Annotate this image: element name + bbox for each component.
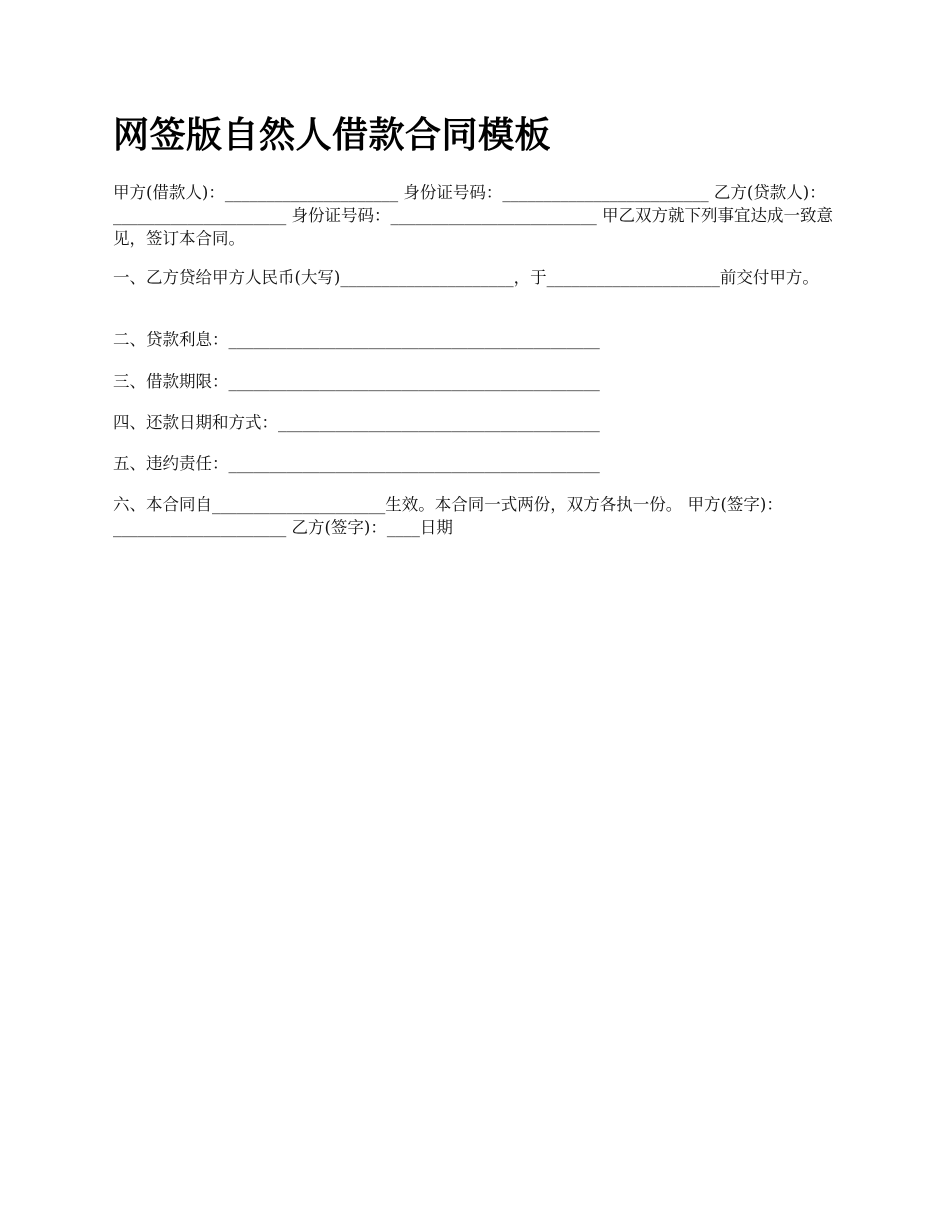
intro-paragraph: 甲方(借款人)：_____________________ 身份证号码：_________________________ 乙方(贷款人)：_____________________ 身份证号码：_________________________ 甲乙双方就下列事宜达成一致意见，签订本合同。 <box>113 183 833 248</box>
document-title: 网签版自然人借款合同模板 <box>113 115 552 156</box>
clause-2-interest: 二、贷款利息：_____________________________________________ <box>113 330 600 349</box>
clause-5-liability: 五、违约责任：_____________________________________________ <box>113 454 600 473</box>
clause-3-loan-term: 三、借款期限：_____________________________________________ <box>113 372 600 391</box>
clause-4-repayment: 四、还款日期和方式：_______________________________________ <box>113 413 600 432</box>
clause-6-effectiveness-signatures: 六、本合同自_____________________生效。本合同一式两份，双方各执一份。 甲方(签字)：_____________________ 乙方(签字)：____日期 <box>113 495 783 537</box>
clause-1-loan-amount: 一、乙方贷给甲方人民币(大写)_____________________，于_____________________前交付甲方。 <box>113 268 819 287</box>
